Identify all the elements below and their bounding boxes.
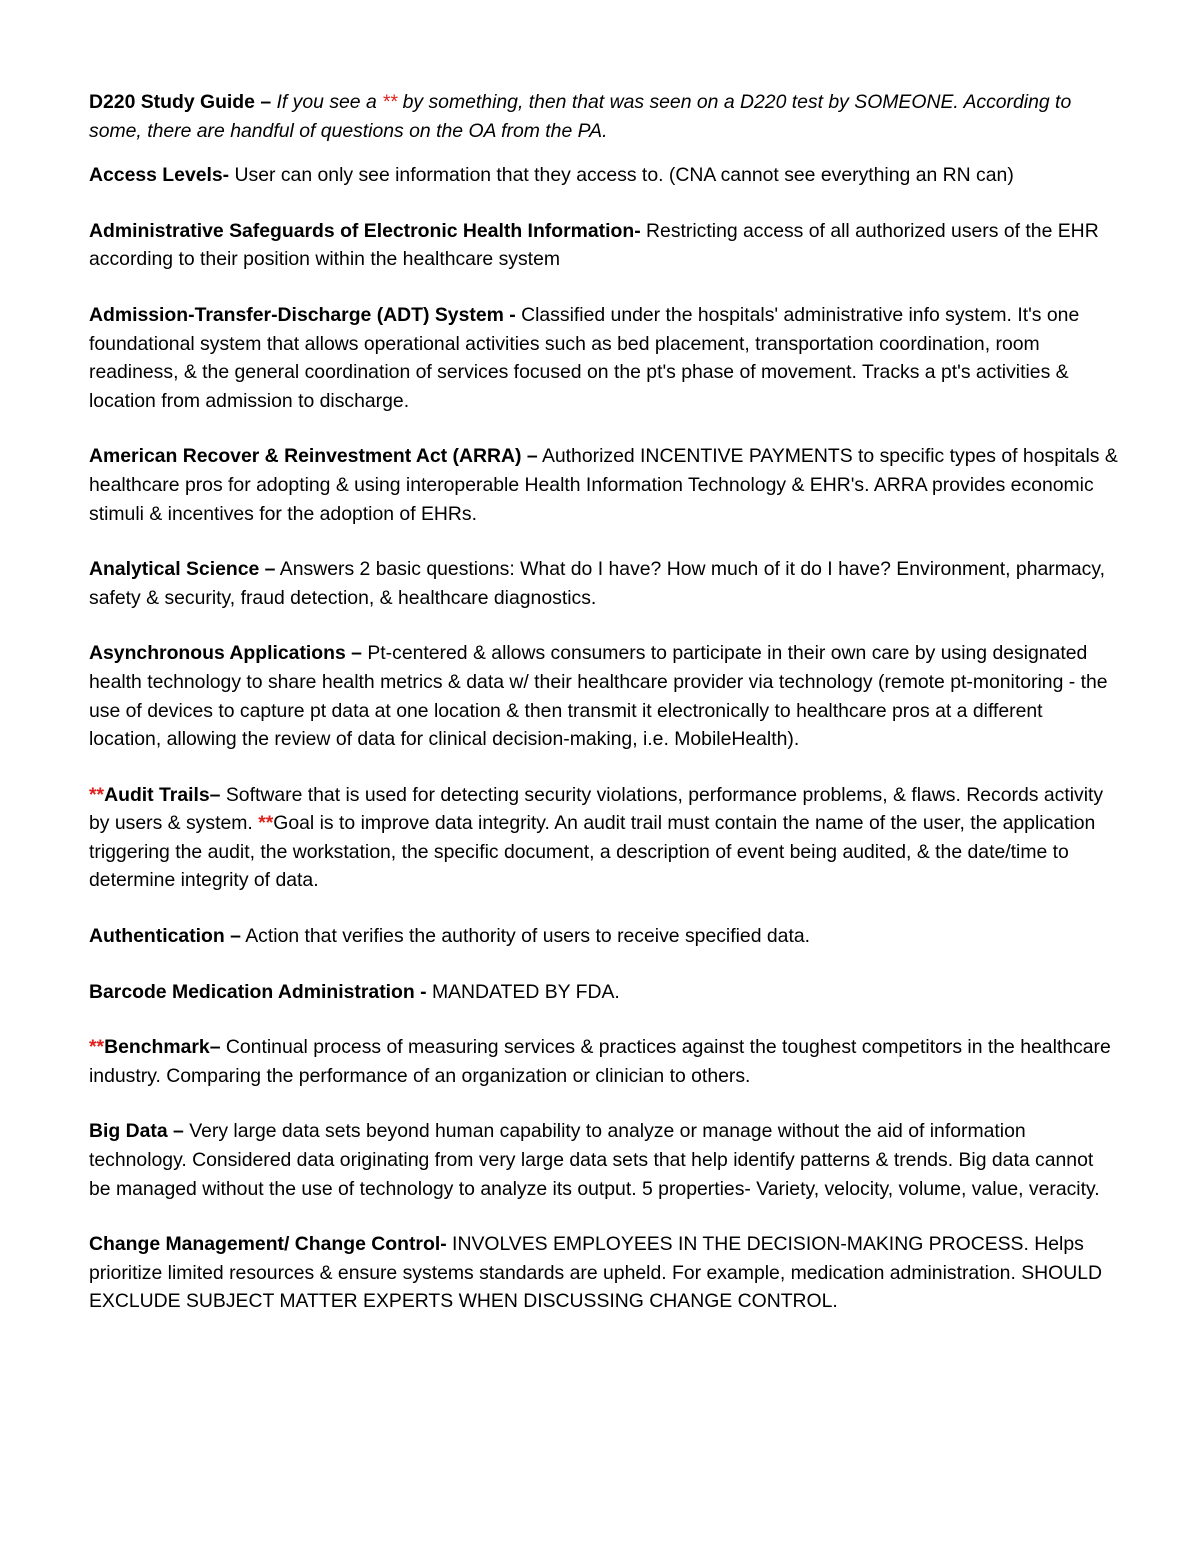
entry-term: Change Management/ Change Control- bbox=[89, 1233, 447, 1256]
entry-analytical-science bbox=[89, 555, 1119, 612]
entry-asynchronous-applications bbox=[89, 639, 1119, 753]
test-marker-stars: ** bbox=[258, 812, 274, 835]
test-marker-stars: ** bbox=[89, 1036, 105, 1059]
entry-definition: Very large data sets beyond human capability to analyze or manage without the aid of information technology. Considered data originating from very large data sets that help identify patterns & trends. Big data cannot be managed without the use of technology to analyze its output. 5 properties- Variety, velocity, volume, value, veracity. bbox=[89, 1120, 1100, 1200]
entry-administrative-safeguards bbox=[89, 217, 1119, 274]
entry-definition: Answers 2 basic questions: What do I have? How much of it do I have? Environment, pharmacy, safety & security, fraud detection, & healthcare diagnostics. bbox=[89, 558, 1106, 609]
document-title: D220 Study Guide – bbox=[89, 91, 277, 113]
entry-term: Analytical Science – bbox=[89, 558, 276, 581]
entry-definition-continued: Goal is to improve data integrity. An audit trail must contain the name of the user, the application triggering the audit, the workstation, the specific document, a description of event being audited, & the date/time to determine integrity of data. bbox=[89, 812, 1096, 892]
entry-access-levels bbox=[89, 161, 1119, 190]
entry-term: American Recover & Reinvestment Act (ARRA) – bbox=[89, 445, 538, 468]
study-guide-page bbox=[89, 88, 1119, 1343]
entry-adt-system bbox=[89, 301, 1119, 415]
entry-big-data bbox=[89, 1117, 1119, 1203]
intro-text-pre: If you see a bbox=[276, 91, 383, 113]
entry-term: Asynchronous Applications – bbox=[89, 642, 362, 665]
entry-definition: Restricting access of all authorized users of the EHR according to their position within the healthcare system bbox=[89, 219, 1099, 271]
entry-term: Access Levels- bbox=[89, 164, 230, 187]
entry-definition: User can only see information that they access to. (CNA cannot see everything an RN can) bbox=[229, 164, 1014, 187]
entry-definition: Software that is used for detecting security violations, performance problems, & flaws. Records activity by users & system. bbox=[89, 783, 1104, 835]
entry-benchmark bbox=[89, 1033, 1119, 1090]
entry-definition: MANDATED BY FDA. bbox=[426, 980, 620, 1003]
entry-definition: Classified under the hospitals' administrative info system. It's one foundational system that allows operational activities such as bed placement, transportation coordination, room readiness, & the general coordination of services focused on the pt's phase of movement. Tracks a pt's activities & location from admission to discharge. bbox=[89, 303, 1080, 412]
entry-authentication bbox=[89, 922, 1119, 951]
entry-barcode-medication bbox=[89, 978, 1119, 1007]
entry-definition: Continual process of measuring services & practices against the toughest competitors in the healthcare industry. Comparing the performance of an organization or clinician to others. bbox=[89, 1036, 1111, 1087]
entry-audit-trails bbox=[89, 781, 1119, 895]
entry-term: Administrative Safeguards of Electronic Health Information- bbox=[89, 219, 641, 242]
intro-text-post: by something, then that was seen on a D220 test by SOMEONE. According to some, there are handful of questions on the OA from the PA. bbox=[89, 91, 1072, 142]
entry-term: Big Data – bbox=[89, 1120, 184, 1143]
entry-term: Audit Trails– bbox=[104, 783, 221, 806]
entry-arra bbox=[89, 442, 1119, 528]
intro-paragraph bbox=[89, 88, 1119, 145]
test-marker-stars: ** bbox=[89, 783, 105, 806]
entry-definition: Pt-centered & allows consumers to participate in their own care by using designated health technology to share health metrics & data w/ their healthcare provider via technology (remote pt-monitoring - the use of devices to capture pt data at one location & then transmit it electronically to healthcare pros at a different location, allowing the review of data for clinical decision-making, i.e. MobileHealth). bbox=[89, 642, 1108, 751]
intro-stars: ** bbox=[382, 91, 398, 113]
entry-term: Barcode Medication Administration - bbox=[89, 980, 427, 1003]
entry-definition: Action that verifies the authority of users to receive specified data. bbox=[240, 925, 811, 948]
entry-term: Benchmark– bbox=[104, 1036, 221, 1059]
entry-term: Authentication – bbox=[89, 925, 241, 948]
entry-term: Admission-Transfer-Discharge (ADT) System - bbox=[89, 303, 516, 326]
entry-change-management bbox=[89, 1230, 1119, 1316]
entry-definition: INVOLVES EMPLOYEES IN THE DECISION-MAKING PROCESS. Helps prioritize limited resources & ensure systems standards are upheld. For example, medication administration. SHOULD EXCLUDE SUBJECT MATTER EXPERTS WHEN DISCUSSING CHANGE CONTROL. bbox=[89, 1233, 1103, 1313]
entry-definition: Authorized INCENTIVE PAYMENTS to specific types of hospitals & healthcare pros for adopting & using interoperable Health Information Technology & EHR's. ARRA provides economic stimuli & incentives for the adoption of EHRs. bbox=[89, 445, 1118, 525]
